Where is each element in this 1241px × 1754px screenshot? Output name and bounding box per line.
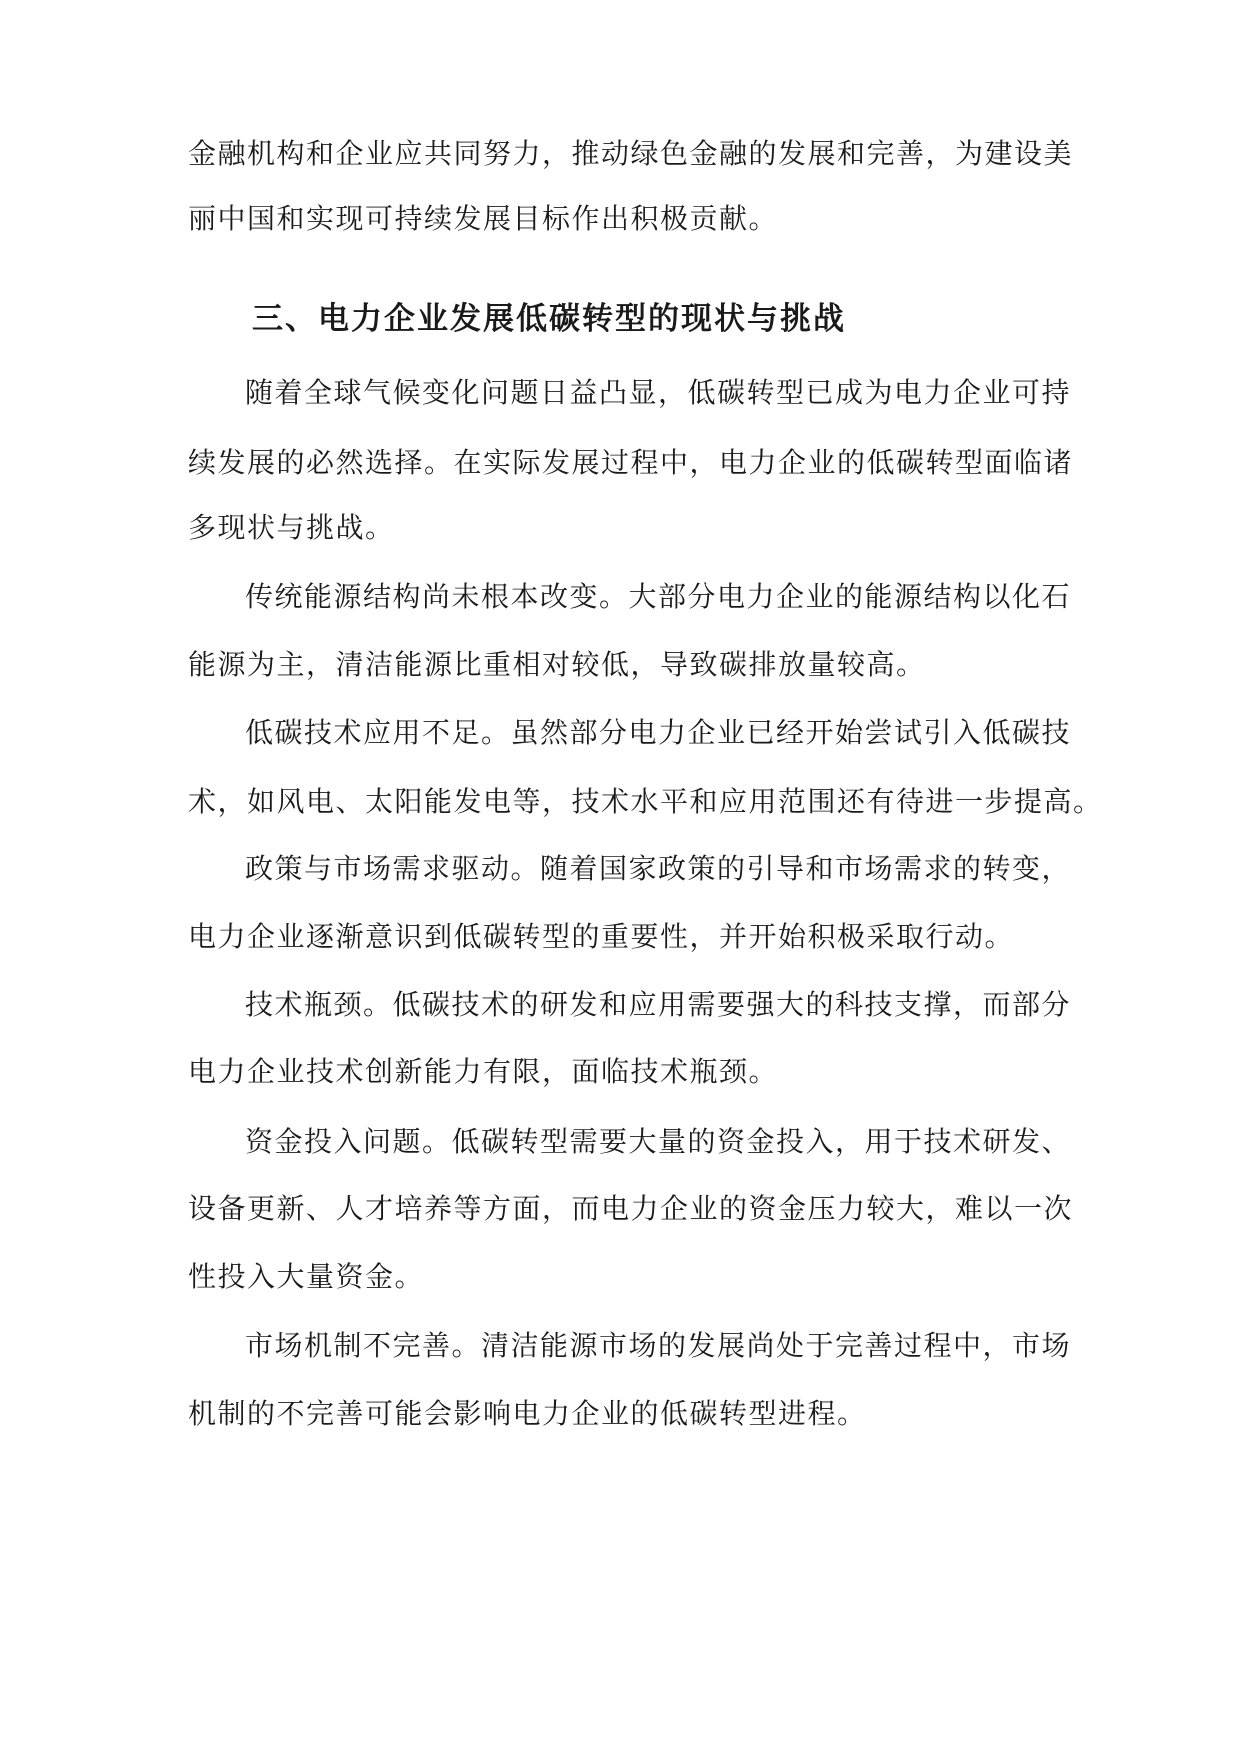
paragraph-3-line-1: 低碳技术应用不足。虽然部分电力企业已经开始尝试引入低碳技: [245, 716, 1072, 749]
paragraph-6-line-2: 设备更新、人才培养等方面，而电力企业的资金压力较大，难以一次: [188, 1192, 1074, 1225]
paragraph-1-line-2: 续发展的必然选择。在实际发展过程中，电力企业的低碳转型面临诸: [188, 446, 1074, 479]
paragraph-5-line-2: 电力企业技术创新能力有限，面临技术瓶颈。: [188, 1055, 779, 1088]
paragraph-7-line-1: 市场机制不完善。清洁能源市场的发展尚处于完善过程中，市场: [245, 1329, 1072, 1362]
intro-line-2: 丽中国和实现可持续发展目标作出积极贡献。: [188, 202, 779, 235]
paragraph-2-line-2: 能源为主，清洁能源比重相对较低，导致碳排放量较高。: [188, 648, 926, 681]
paragraph-7-line-2: 机制的不完善可能会影响电力企业的低碳转型进程。: [188, 1397, 867, 1430]
paragraph-4-line-2: 电力企业逐渐意识到低碳转型的重要性，并开始积极采取行动。: [188, 920, 1015, 953]
paragraph-2-line-1: 传统能源结构尚未根本改变。大部分电力企业的能源结构以化石: [245, 580, 1072, 613]
paragraph-1-line-3: 多现状与挑战。: [188, 511, 395, 544]
paragraph-5-line-1: 技术瓶颈。低碳技术的研发和应用需要强大的科技支撑，而部分: [245, 988, 1072, 1021]
paragraph-4-line-1: 政策与市场需求驱动。随着国家政策的引导和市场需求的转变，: [245, 852, 1072, 885]
paragraph-1-line-1: 随着全球气候变化问题日益凸显，低碳转型已成为电力企业可持: [245, 376, 1072, 409]
intro-line-1: 金融机构和企业应共同努力，推动绿色金融的发展和完善，为建设美: [188, 137, 1074, 170]
paragraph-6-line-1: 资金投入问题。低碳转型需要大量的资金投入，用于技术研发、: [245, 1125, 1072, 1158]
paragraph-3-line-2: 术，如风电、太阳能发电等，技术水平和应用范围还有待进一步提高。: [188, 785, 1103, 818]
section-heading: 三、电力企业发展低碳转型的现状与挑战: [252, 301, 846, 337]
paragraph-6-line-3: 性投入大量资金。: [188, 1260, 425, 1293]
